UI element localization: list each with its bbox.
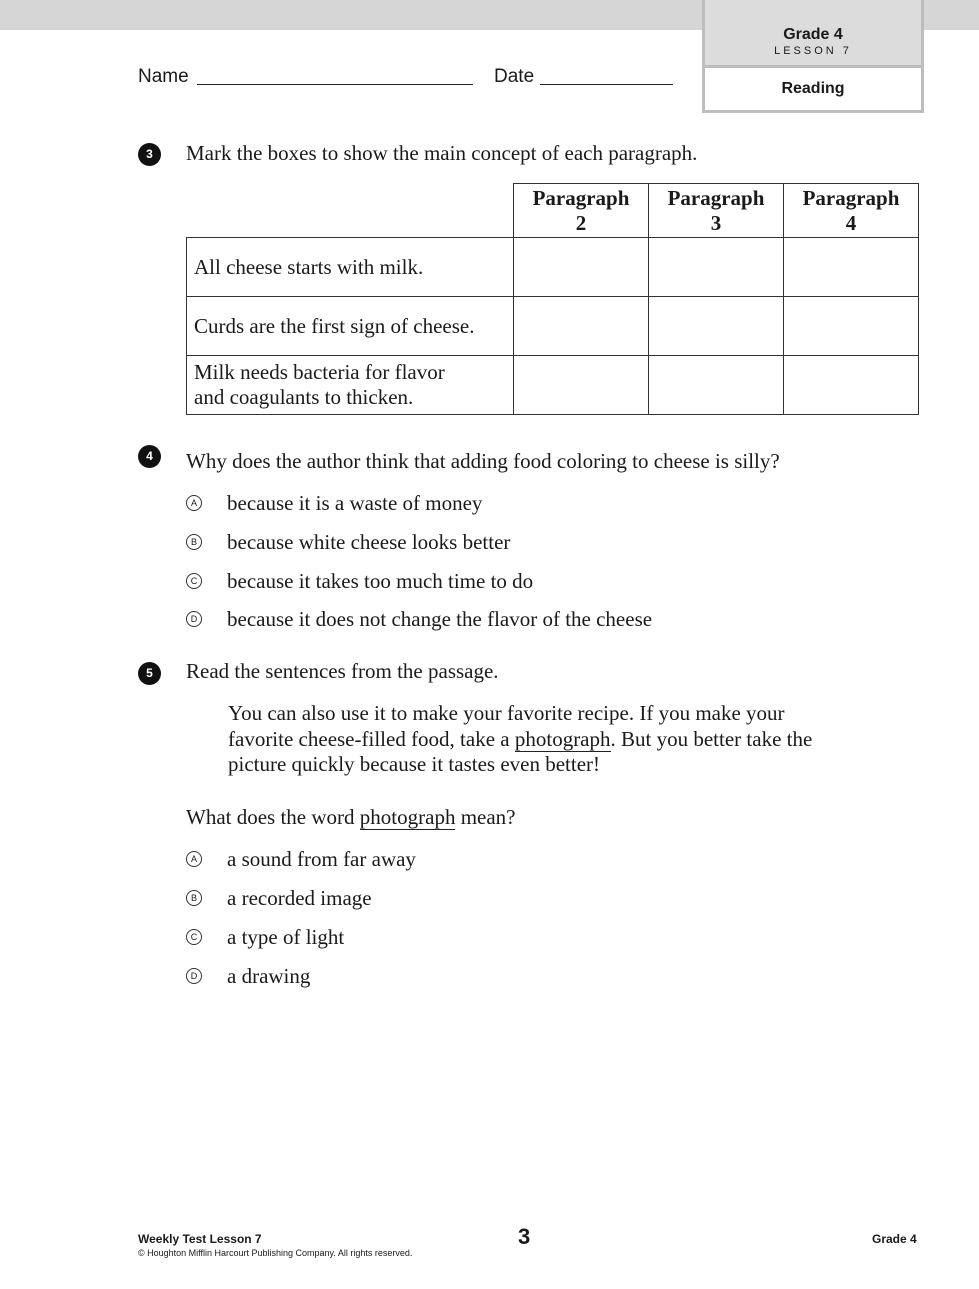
underlined-word: photograph — [514, 726, 611, 751]
passage-line-pre: favorite cheese-filled food, take a — [228, 726, 515, 751]
option-text: a type of light — [227, 925, 345, 949]
name-field[interactable] — [197, 84, 473, 85]
date-field[interactable] — [540, 84, 673, 85]
column-header-word: Paragraph — [802, 185, 900, 210]
passage-line: You can also use it to make your favorite recipe. If you make your — [228, 701, 785, 725]
option-text: because white cheese looks better — [227, 530, 511, 554]
answer-bubble-a[interactable]: A — [186, 495, 202, 511]
question-5-question — [186, 805, 516, 830]
checkbox-cell[interactable] — [784, 238, 919, 297]
checkbox-cell[interactable] — [784, 356, 919, 415]
row-label-line: Milk needs bacteria for flavor — [194, 360, 445, 384]
column-header-paragraph-2 — [514, 184, 649, 238]
column-header-word: Paragraph — [667, 185, 765, 210]
column-header-number: 4 — [845, 210, 857, 235]
checkbox-cell[interactable] — [514, 238, 649, 297]
subject-label: Reading — [702, 68, 924, 113]
checkbox-cell[interactable] — [514, 356, 649, 415]
option-text: a drawing — [227, 964, 311, 988]
row-label-milk: All cheese starts with milk. — [187, 238, 514, 297]
table-row — [187, 297, 919, 356]
column-header-paragraph-4 — [784, 184, 919, 238]
passage-line-post: . But you better take the — [610, 726, 813, 751]
row-label-line: and coagulants to thicken. — [194, 385, 414, 409]
row-label-bacteria — [187, 356, 514, 415]
answer-bubble-b[interactable]: B — [186, 890, 202, 906]
question-3-prompt: Mark the boxes to show the main concept of each paragraph. — [186, 141, 698, 165]
passage-line: picture quickly because it tastes even better! — [228, 752, 601, 776]
checkbox-cell[interactable] — [784, 297, 919, 356]
question-4-prompt: Why does the author think that adding food coloring to cheese is silly? — [186, 449, 780, 473]
question-post: mean? — [455, 805, 516, 829]
concept-table — [186, 183, 919, 415]
footer-left — [138, 1232, 412, 1259]
checkbox-cell[interactable] — [649, 238, 784, 297]
grade-lesson-box — [702, 0, 924, 68]
option-text: because it takes too much time to do — [227, 569, 534, 593]
answer-bubble-d[interactable]: D — [186, 611, 202, 627]
column-header-number: 3 — [710, 210, 722, 235]
date-label: Date — [494, 66, 535, 87]
footer-test-name: Weekly Test Lesson 7 — [138, 1232, 262, 1246]
question-5-prompt: Read the sentences from the passage. — [186, 659, 499, 683]
answer-bubble-a[interactable]: A — [186, 851, 202, 867]
option-text: because it is a waste of money — [227, 491, 483, 515]
question-number-3: 3 — [138, 143, 161, 166]
name-label: Name — [138, 66, 189, 87]
checkbox-cell[interactable] — [649, 297, 784, 356]
table-header-row — [187, 184, 919, 238]
answer-bubble-c[interactable]: C — [186, 573, 202, 589]
question-pre: What does the word — [186, 805, 360, 829]
option-text: a recorded image — [227, 886, 372, 910]
question-number-4: 4 — [138, 445, 161, 468]
footer-copyright: © Houghton Mifflin Harcourt Publishing Company. All rights reserved. — [138, 1248, 413, 1258]
table-row — [187, 356, 919, 415]
column-header-number: 2 — [575, 210, 587, 235]
answer-bubble-c[interactable]: C — [186, 929, 202, 945]
column-header-paragraph-3 — [649, 184, 784, 238]
option-text: because it does not change the flavor of the cheese — [227, 607, 653, 631]
underlined-word: photograph — [359, 805, 456, 829]
option-text: a sound from far away — [227, 847, 416, 871]
passage-excerpt — [228, 701, 888, 778]
page-number: 3 — [518, 1224, 531, 1249]
answer-bubble-b[interactable]: B — [186, 534, 202, 550]
checkbox-cell[interactable] — [514, 297, 649, 356]
grade-label: Grade 4 — [783, 26, 843, 43]
table-row — [187, 238, 919, 297]
lesson-label: LESSON 7 — [774, 45, 852, 57]
table-corner — [187, 184, 514, 238]
checkbox-cell[interactable] — [649, 356, 784, 415]
question-number-5: 5 — [138, 662, 161, 685]
column-header-word: Paragraph — [532, 185, 630, 210]
footer-grade: Grade 4 — [872, 1232, 917, 1246]
answer-bubble-d[interactable]: D — [186, 968, 202, 984]
row-label-curds: Curds are the first sign of cheese. — [187, 297, 514, 356]
